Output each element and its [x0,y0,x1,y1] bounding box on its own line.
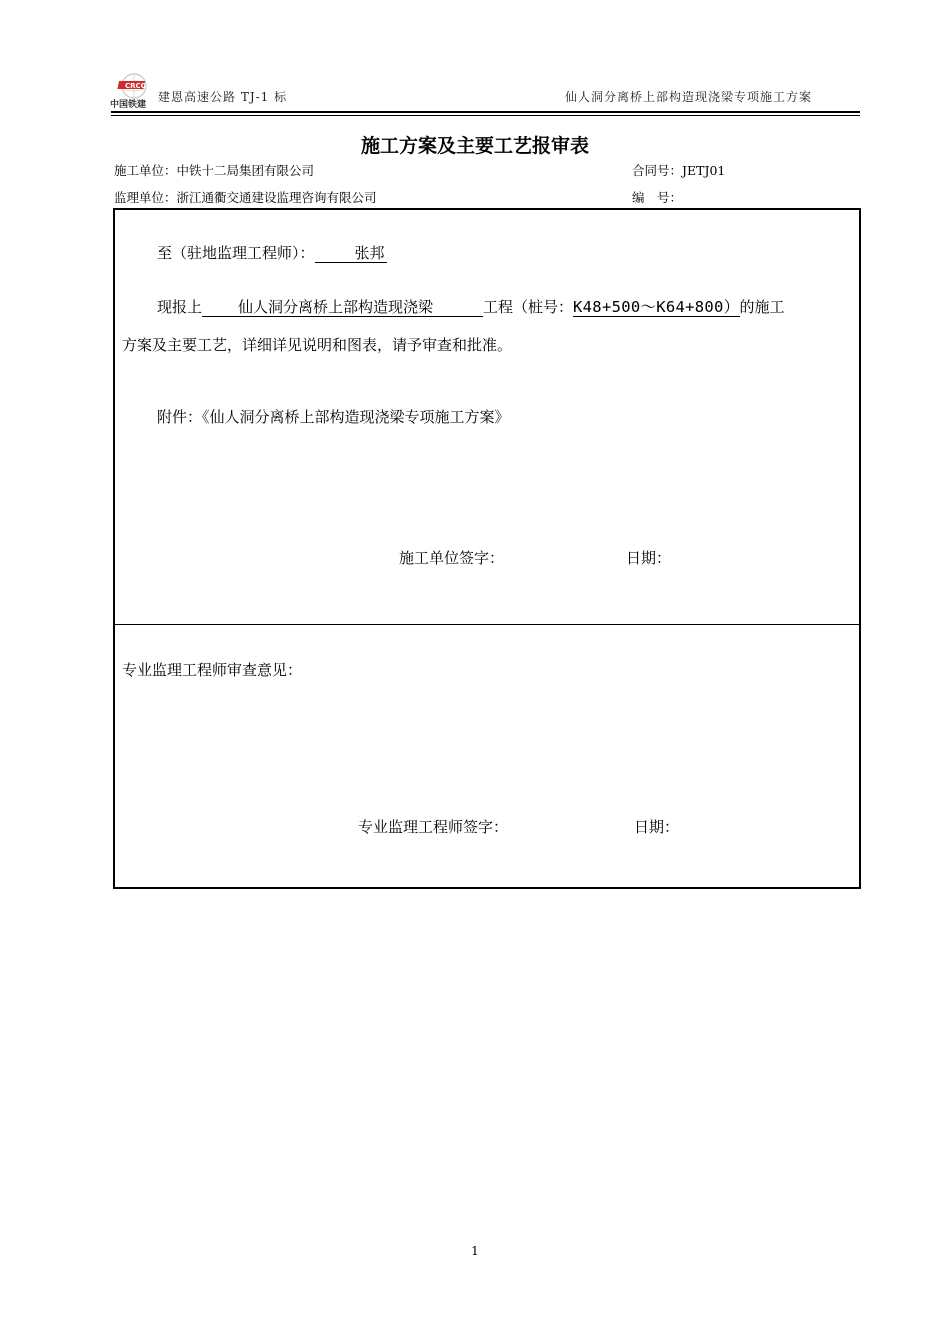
addressee-name: 张邦 [315,244,387,263]
line1-end: 的施工 [739,298,785,316]
serial-number: 编 号： [632,190,683,205]
section-divider [113,624,861,625]
addressee-line [157,242,387,263]
supervisor-line: 监理单位：浙江通衢交通建设监理咨询有限公司 [114,190,377,205]
header-rule-thin [111,115,860,116]
page-number: 1 [471,1244,479,1258]
logo-caption: 中国铁建 [110,100,147,110]
report-prefix: 现报上 [157,298,203,316]
header-right-text: 仙人洞分离桥上部构造现浇梁专项施工方案 [565,90,813,104]
form-title: 施工方案及主要工艺报审表 [360,135,589,157]
report-line-1 [157,296,785,317]
project-suffix: 工程（桩号： [483,298,574,316]
project-name: 仙人洞分离桥上部构造现浇梁 [202,298,483,317]
review-opinion-label: 专业监理工程师审查意见： [122,661,303,679]
attachment-line: 附件：《仙人洞分离桥上部构造现浇梁专项施工方案》 [157,408,510,426]
engineer-date-label: 日期： [634,818,680,836]
contractor-signature-label: 施工单位签字： [399,549,505,567]
header-left-text: 建恩高速公路 TJ-1 标 [158,90,288,104]
header-rule-thick [111,111,860,113]
chainage: K48+500～K64+800） [573,298,740,316]
engineer-signature-label: 专业监理工程师签字： [358,818,509,836]
contract-number: 合同号：JETJ01 [632,163,726,178]
svg-text:CRCC: CRCC [125,82,146,90]
addressee-prefix: 至（驻地监理工程师）： [157,244,315,262]
contractor-line: 施工单位：中铁十二局集团有限公司 [114,163,315,178]
report-line-2: 方案及主要工艺，详细详见说明和图表，请予审查和批准。 [122,336,513,354]
contractor-date-label: 日期： [626,549,672,567]
